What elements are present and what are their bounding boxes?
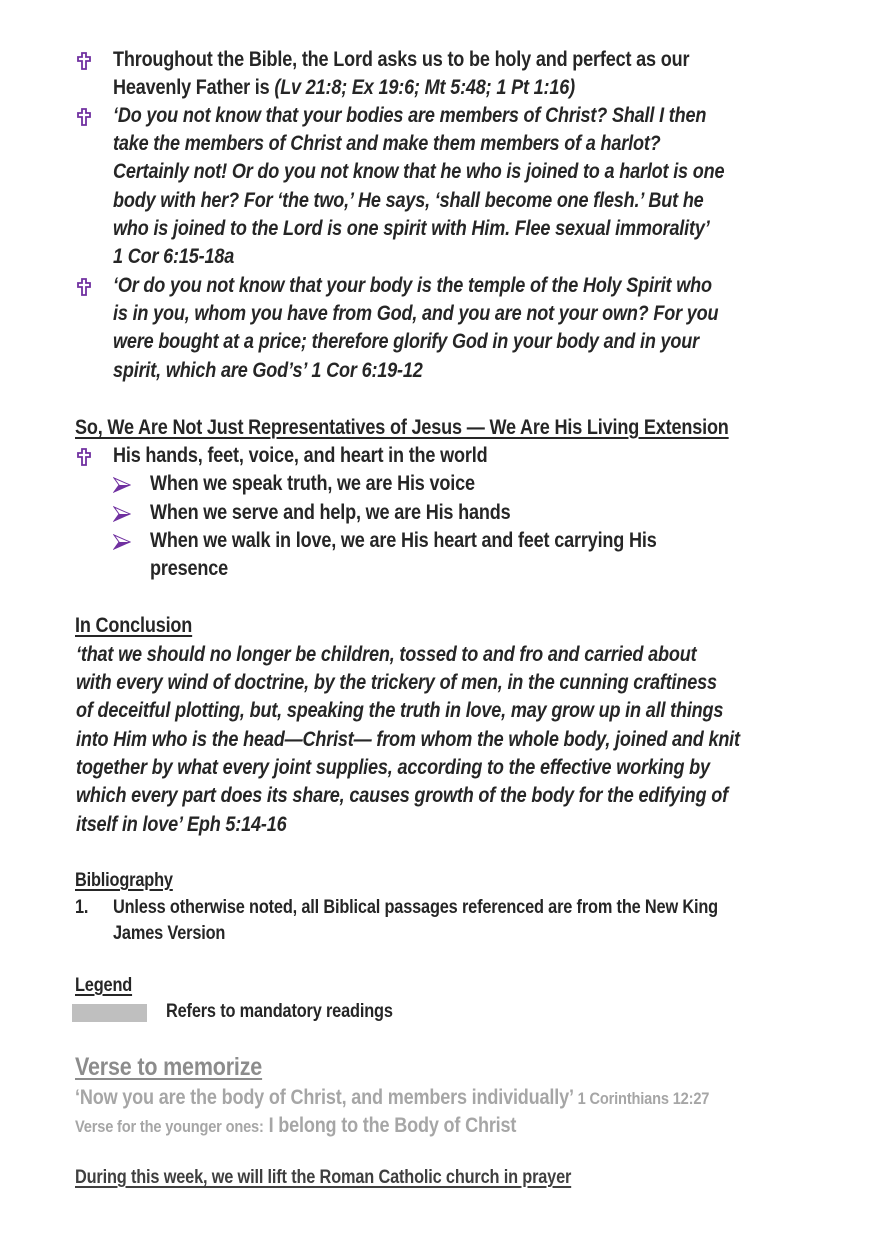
section-heading-memorize: Verse to memorize — [75, 1053, 263, 1081]
conclusion-line: which every part does its share, causes growth of the body for the edifying of — [76, 784, 728, 807]
section-heading-legend: Legend — [75, 975, 133, 996]
conclusion-line: with every wind of doctrine, by the trickery of men, in the cunning craftiness — [76, 671, 717, 694]
scripture-line: Certainly not! Or do you not know that he who is joined to a harlot is one — [113, 160, 725, 183]
section-heading-conclusion: In Conclusion — [75, 614, 193, 637]
scripture-line: body with her? For ‘the two,’ He says, ‘shall become one flesh.’ But he — [113, 189, 704, 212]
extension-sub-item-continuation: presence — [150, 557, 228, 580]
scripture-line: ‘Or do you not know that your body is the temple of the Holy Spirit who — [113, 274, 712, 297]
cross-bullet-icon — [77, 278, 91, 296]
extension-sub-item: When we speak truth, we are His voice — [150, 472, 475, 495]
conclusion-line: ‘that we should no longer be children, tossed to and fro and carried about — [76, 643, 697, 666]
extension-bullet: His hands, feet, voice, and heart in the world — [113, 444, 488, 467]
section-heading-extension: So, We Are Not Just Representatives of Jesus — We Are His Living Extension — [75, 416, 729, 439]
arrowhead-bullet-icon — [113, 506, 131, 522]
bibliography-entry-line-1: Unless otherwise noted, all Biblical passages referenced are from the New King — [113, 897, 718, 918]
conclusion-reference: itself in love’ Eph 5:14-16 — [76, 813, 287, 836]
scripture-line: who is joined to the Lord is one spirit with Him. Flee sexual immorality’ — [113, 217, 710, 240]
scripture-line: take the members of Christ and make them members of a harlot? — [113, 132, 661, 155]
bibliography-number: 1. — [75, 897, 89, 918]
extension-sub-item: When we serve and help, we are His hands — [150, 501, 511, 524]
cross-bullet-icon — [77, 448, 91, 466]
section-heading-bibliography: Bibliography — [75, 870, 173, 891]
extension-sub-item: When we walk in love, we are His heart and feet carrying His — [150, 529, 657, 552]
conclusion-line: together by what every joint supplies, according to the effective working by — [76, 756, 710, 779]
scripture-line: were bought at a price; therefore glorify God in your body and in your — [113, 330, 700, 353]
bibliography-entry-line-2: James Version — [113, 923, 226, 944]
scripture-line: is in you, whom you have from God, and you are not your own? For you — [113, 302, 719, 325]
cross-bullet-icon — [77, 52, 91, 70]
cross-bullet-icon — [77, 108, 91, 126]
scripture-line: ‘Do you not know that your bodies are members of Christ? Shall I then — [113, 104, 707, 127]
bullet-1-line-2: Heavenly Father is (Lv 21:8; Ex 19:6; Mt 5:48; 1 Pt 1:16) — [113, 76, 575, 99]
memory-verse: ‘Now you are the body of Christ, and members individually’ 1 Corinthians 12:27 — [75, 1086, 710, 1109]
scripture-reference: 1 Cor 6:15-18a — [113, 245, 235, 268]
conclusion-line: of deceitful plotting, but, speaking the truth in love, may grow up in all things — [76, 699, 724, 722]
arrowhead-bullet-icon — [113, 477, 131, 493]
legend-description: Refers to mandatory readings — [166, 1001, 393, 1022]
prayer-focus: During this week, we will lift the Roman Catholic church in prayer — [75, 1167, 572, 1188]
younger-verse: Verse for the younger ones: I belong to the Body of Christ — [75, 1114, 517, 1137]
arrowhead-bullet-icon — [113, 534, 131, 550]
conclusion-line: into Him who is the head—Christ— from whom the whole body, joined and knit — [76, 728, 740, 751]
legend-swatch-grey — [72, 1004, 147, 1022]
bullet-1-line-1: Throughout the Bible, the Lord asks us to be holy and perfect as our — [113, 48, 690, 71]
scripture-line: spirit, which are God’s’ 1 Cor 6:19-12 — [113, 359, 423, 382]
